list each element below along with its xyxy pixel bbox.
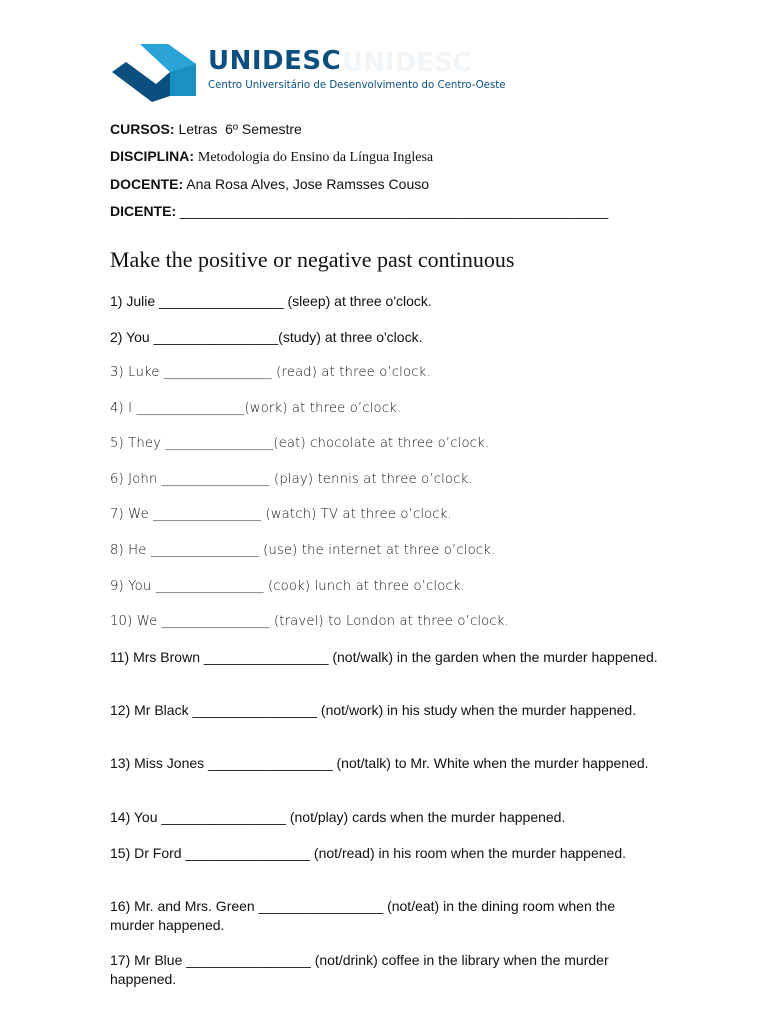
disciplina-label: DISCIPLINA:: [110, 148, 194, 164]
question-12: 12) Mr Black ________________ (not/work) in his study when the murder happened.: [110, 702, 637, 718]
docente-label: DOCENTE:: [110, 176, 184, 192]
question-2: 2) You ________________(study) at three o'clock.: [110, 329, 423, 345]
cursos-line: [110, 120, 302, 138]
question-13: 13) Miss Jones ________________ (not/talk) to Mr. White when the murder happened.: [110, 755, 649, 771]
logo-name: UNIDESC: [208, 46, 342, 76]
question-14: 14) You ________________ (not/play) cards when the murder happened.: [110, 809, 566, 825]
disciplina-value: Metodologia do Ensino da Língua Inglesa: [197, 150, 434, 165]
logo-subtitle: Centro Universitário de Desenvolvimento do Centro-Oeste: [208, 80, 506, 91]
question-6: 6) John ________________ (play) tennis at three o’clock.: [110, 472, 473, 487]
question-8: 8) He ________________ (use) the internet at three o’clock.: [110, 543, 496, 558]
question-10: 10) We ________________ (travel) to London at three o’clock.: [110, 614, 509, 629]
dicente-label: DICENTE:: [110, 203, 177, 219]
docente-value: Ana Rosa Alves, Jose Ramsses Couso: [186, 176, 430, 192]
dicente-line: [110, 202, 608, 220]
question-3: 3) Luke ________________ (read) at three o’clock.: [110, 365, 431, 380]
logo-chevron-icon: [110, 42, 202, 104]
question-11: 11) Mrs Brown ________________ (not/walk) in the garden when the murder happened.: [110, 649, 658, 665]
unidesc-logo: [110, 42, 506, 104]
cursos-label: CURSOS:: [110, 121, 175, 137]
question-16: 16) Mr. and Mrs. Green ________________ (not/eat) in the dining room when the murder happened.: [110, 898, 616, 933]
disciplina-line: [110, 147, 433, 167]
docente-line: [110, 175, 429, 193]
question-1: 1) Julie ________________ (sleep) at three o'clock.: [110, 293, 432, 309]
question-4: 4) I ________________(work) at three o’clock.: [110, 401, 402, 416]
logo-watermark: UNIDESC: [342, 48, 472, 78]
question-9: 9) You ________________ (cook) lunch at three o’clock.: [110, 579, 465, 594]
dicente-blank: _______________________________________________________: [180, 203, 609, 219]
question-7: 7) We ________________ (watch) TV at three o’clock.: [110, 507, 452, 522]
exercise-title: Make the positive or negative past continuous: [110, 247, 515, 272]
cursos-value: Letras 6º Semestre: [178, 121, 302, 137]
question-5: 5) They ________________(eat) chocolate at three o’clock.: [110, 436, 490, 451]
question-17: 17) Mr Blue ________________ (not/drink) coffee in the library when the murder happened.: [110, 952, 609, 987]
question-15: 15) Dr Ford ________________ (not/read) in his room when the murder happened.: [110, 845, 626, 861]
